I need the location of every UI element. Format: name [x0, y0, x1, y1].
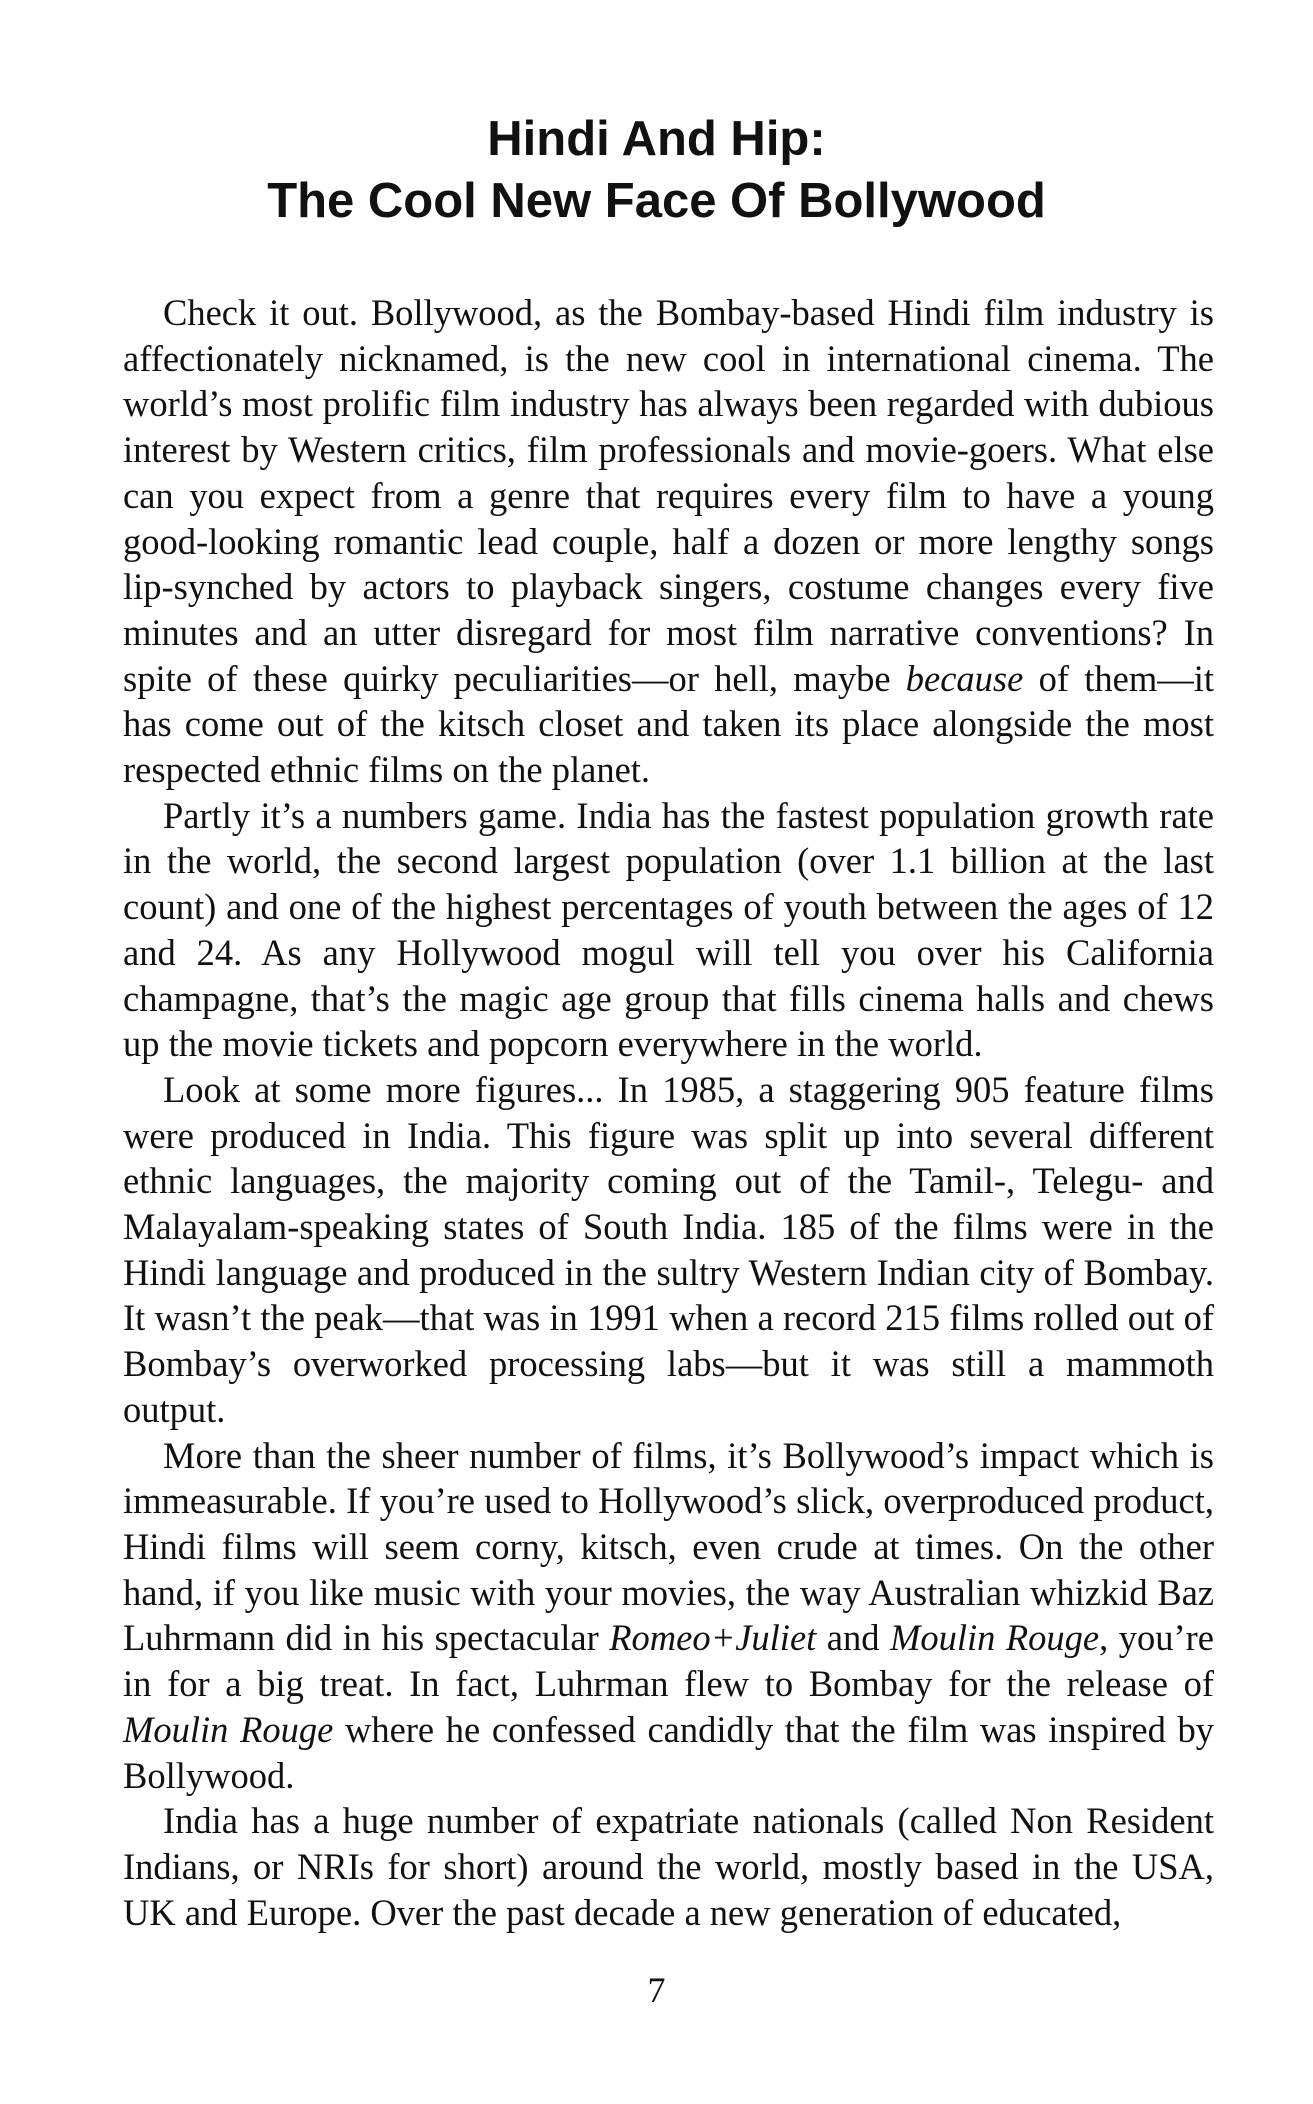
- paragraph-2: [123, 793, 1214, 1067]
- chapter-title-line-1: Hindi And Hip:: [487, 112, 826, 166]
- paragraph-1-text-a: Check it out. Bollywood, as the Bombay-based Hindi film industry is affectionately nicknamed, is the new cool in international cinema. The world’s most prolific film industry has always been regarded with dubious interest by Western critics, film professionals and movie-goers. What else can you expect from a genre that requires every film to have a young good-looking romantic lead couple, half a dozen or more lengthy songs lip-synched by actors to playback singers, costume changes every five minutes and an utter disregard for most film narrative conventions? In spite of these quirky peculiarities—or hell, maybe: [123, 292, 1214, 699]
- paragraph-4-text-d: where he confessed candidly that the film was inspired by Bollywood.: [123, 1708, 1214, 1796]
- paragraph-4-text-b: and: [816, 1617, 890, 1659]
- paragraph-4-text-a: More than the sheer number of films, it’s Bollywood’s impact which is immeasurable. If you’re used to Hollywood’s slick, overproduced product, Hindi films will seem corny, kitsch, even crude at times. On the other hand, if you like music with your movies, the way Australian whizkid Baz Luhrmann did in his spectacular: [123, 1434, 1214, 1659]
- paragraph-5-text: India has a huge number of expatriate nationals (called Non Resident Indians, or NRIs for short) around the world, mostly based in the USA, UK and Europe. Over the past decade a new generation of educated,: [123, 1800, 1214, 1933]
- chapter-title-line-2: The Cool New Face Of Bollywood: [267, 174, 1046, 228]
- body-text: [123, 290, 1214, 1935]
- paragraph-4-italic-moulin-rouge-1: Moulin Rouge: [889, 1617, 1100, 1659]
- paragraph-4: [123, 1433, 1214, 1799]
- paragraph-2-text: Partly it’s a numbers game. India has the fastest population growth rate in the world, the second largest population (over 1.1 billion at the last count) and one of the highest percentages of youth between the ages of 12 and 24. As any Hollywood mogul will tell you over his California champagne, that’s the magic age group that fills cinema halls and chews up the movie tickets and popcorn everywhere in the world.: [123, 794, 1214, 1065]
- paragraph-4-text-c: , you’re in for a big treat. In fact, Luhrman flew to Bombay for the release of: [123, 1617, 1215, 1705]
- paragraph-3-text: Look at some more figures... In 1985, a staggering 905 feature films were produced in India. This figure was split up into several different ethnic languages, the majority coming out of the Tamil-, Telegu- and Malayalam-speaking states of South India. 185 of the films were in the Hindi language and produced in the sultry Western Indian city of Bombay. It wasn’t the peak—that was in 1991 when a record 215 films rolled out of Bombay’s overworked processing labs—but it was still a mammoth output.: [123, 1068, 1214, 1430]
- chapter-title: [120, 108, 1193, 232]
- paragraph-5: [123, 1798, 1214, 1935]
- paragraph-3: [123, 1067, 1214, 1433]
- paragraph-1-text-b: of them—it has come out of the kitsch closet and taken its place alongside the most respected ethnic films on the planet.: [123, 657, 1214, 791]
- paragraph-4-italic-romeo-juliet: Romeo+Juliet: [609, 1617, 817, 1659]
- paragraph-1: [123, 290, 1214, 793]
- paragraph-4-italic-moulin-rouge-2: Moulin Rouge: [123, 1708, 334, 1750]
- page-number: 7: [647, 1970, 666, 2010]
- paragraph-1-italic-because: because: [905, 657, 1024, 699]
